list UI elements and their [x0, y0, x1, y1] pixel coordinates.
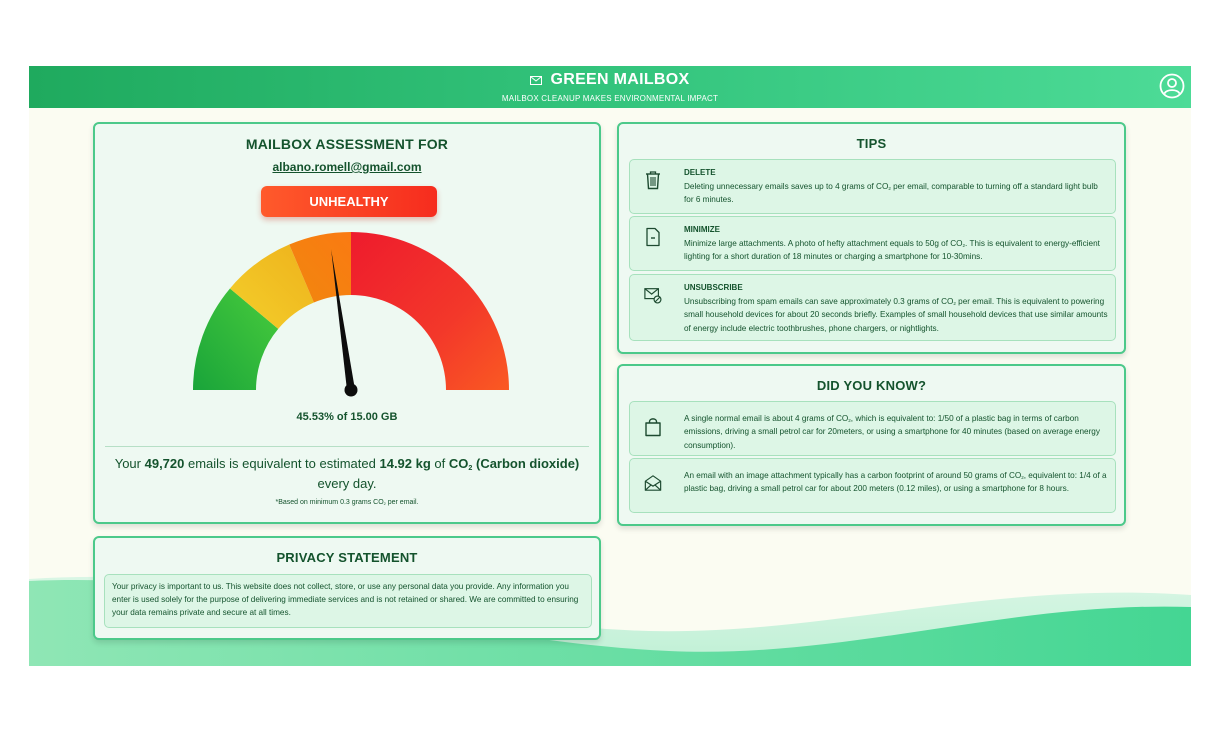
- app-title: GREEN MAILBOX: [550, 71, 690, 88]
- assessment-heading: MAILBOX ASSESSMENT FOR: [245, 136, 449, 152]
- tip-title: DELETE: [684, 168, 716, 177]
- fact-item: [629, 458, 1116, 513]
- user-account-icon[interactable]: [1159, 73, 1185, 99]
- calculation-note: *Based on minimum 0.3 grams $CO_2$ per email.: [275, 499, 419, 506]
- gauge-needle-hub: [345, 384, 358, 397]
- app-header: [29, 66, 1191, 108]
- privacy-text: Your privacy is important to us. This website does not collect, store, or use any personal data you provide. Any information you enter is used solely for the purpose of delivering immediate services and is not retained or shared. We are committed to ensuring your data remains private and secure at all times.: [104, 574, 592, 628]
- tip-text: Minimize large attachments. A photo of hefty attachment equals to 50g of $CO_2$. This is equivalent to energy-efficient lighting for a short duration of 18 minutes or charging a smartphone for 10-30mins.: [684, 239, 1100, 262]
- email-count: 49,720: [144, 456, 185, 471]
- tip-unsubscribe: [629, 274, 1116, 341]
- tip-minimize: [629, 216, 1116, 271]
- envelope-icon: [530, 76, 542, 85]
- did-you-know-heading: DID YOU KNOW?: [816, 378, 927, 393]
- shopping-bag-icon: [644, 417, 662, 437]
- assessment-card: [93, 122, 601, 524]
- gauge-zone-red: [351, 232, 509, 390]
- tip-title: MINIMIZE: [684, 225, 720, 234]
- tip-delete: [629, 159, 1116, 214]
- co2-amount: 14.92 kg: [379, 456, 431, 471]
- storage-gauge: [185, 232, 515, 402]
- status-badge: UNHEALTHY: [261, 186, 437, 217]
- tips-card: [617, 122, 1126, 354]
- file-minus-icon: [644, 227, 662, 247]
- fact-item: [629, 401, 1116, 456]
- fact-text: A single normal email is about 4 grams of $CO_2$, which is equivalent to: 1/50 of a plastic bag in terms of carbon emissions, driving a small petrol car for 20meters, or using a smartphone for 40 minutes (based on average energy consumption).: [684, 414, 1100, 450]
- fact-text: An email with an image attachment typically has a carbon footprint of around 50 grams of $CO_2$, equivalent to: 1/4 of a plastic bag, driving a small petrol car for about 200 meters (0.12 miles), or using a smartphone for 8 hours.: [684, 471, 1107, 494]
- assessed-email: albano.romell@gmail.com: [272, 160, 422, 174]
- tip-title: UNSUBSCRIBE: [684, 283, 743, 292]
- app-window: [29, 66, 1191, 666]
- trash-icon: [644, 170, 662, 190]
- did-you-know-card: [617, 364, 1126, 526]
- app-subtitle: MAILBOX CLEANUP MAKES ENVIRONMENTAL IMPACT: [501, 94, 719, 103]
- gauge-label: 45.53% of 15.00 GB: [296, 411, 398, 423]
- privacy-heading: PRIVACY STATEMENT: [276, 550, 418, 565]
- tips-heading: TIPS: [856, 136, 887, 151]
- brand: [29, 71, 1191, 89]
- co2-equivalence: Your 49,720 emails is equivalent to estimated 14.92 kg of $CO_2$ (Carbon dioxide) every day.: [114, 456, 580, 491]
- privacy-card: [93, 536, 601, 640]
- mail-open-icon: [644, 473, 662, 493]
- divider: [105, 446, 589, 447]
- mail-block-icon: [644, 285, 662, 305]
- tip-text: Unsubscribing from spam emails can save approximately 0.3 grams of $CO_2$ per email. This is equivalent to powering small household devices for about 20 seconds briefly. Examples of small household devices that use similar amounts of energy include electric toothbrushes, phone chargers, or nightlights.: [684, 297, 1108, 333]
- tip-text: Deleting unnecessary emails saves up to 4 grams of $CO_2$ per email, comparable to turning off a standard light bulb for 6 minutes.: [684, 182, 1098, 205]
